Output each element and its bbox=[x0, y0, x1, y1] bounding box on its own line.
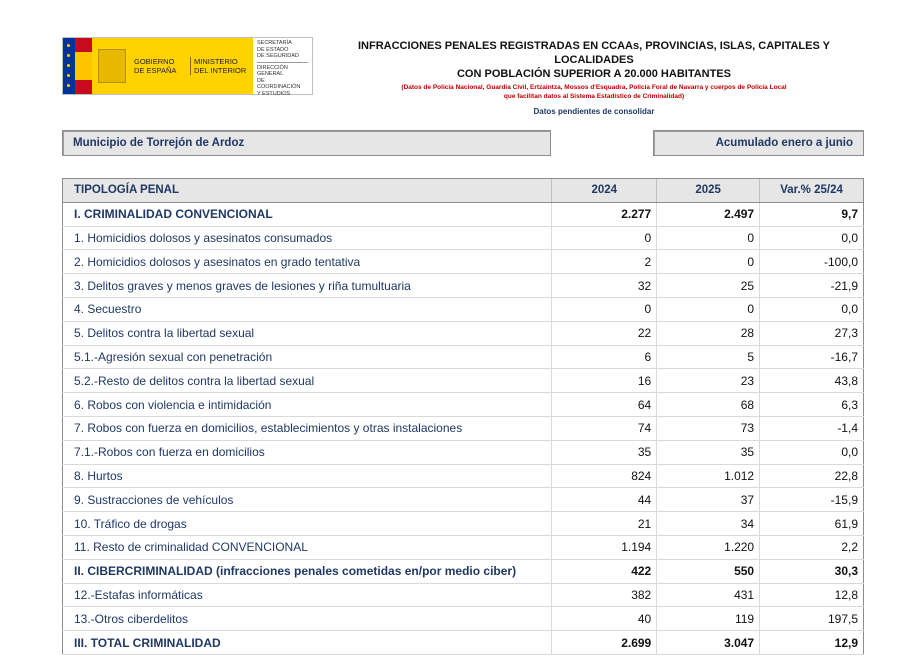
title-line2: CON POBLACIÓN SUPERIOR A 20.000 HABITANTES bbox=[456, 68, 732, 80]
row-label: 9. Sustracciones de vehículos bbox=[63, 488, 552, 512]
row-label: I. CRIMINALIDAD CONVENCIONAL bbox=[63, 202, 552, 226]
row-value-2025: 1.012 bbox=[657, 464, 760, 488]
row-value-2024: 21 bbox=[552, 512, 657, 536]
row-value-2025: 5 bbox=[657, 345, 760, 369]
row-variation: 0,0 bbox=[760, 297, 864, 321]
row-variation: 2,2 bbox=[760, 535, 864, 559]
row-label: 5.1.-Agresión sexual con penetración bbox=[63, 345, 552, 369]
row-value-2025: 28 bbox=[657, 321, 760, 345]
row-label: 12.-Estafas informáticas bbox=[63, 583, 552, 607]
row-variation: -21,9 bbox=[760, 274, 864, 298]
row-value-2025: 37 bbox=[657, 488, 760, 512]
table-row bbox=[63, 464, 864, 488]
row-value-2024: 0 bbox=[552, 226, 657, 250]
gobierno-line2: DE ESPAÑA bbox=[134, 66, 177, 75]
government-text bbox=[132, 38, 253, 94]
row-value-2025: 34 bbox=[657, 512, 760, 536]
row-value-2025: 68 bbox=[657, 393, 760, 417]
municipality-box: Municipio de Torrejón de Ardoz bbox=[62, 130, 551, 156]
row-variation: -15,9 bbox=[760, 488, 864, 512]
row-value-2024: 16 bbox=[552, 369, 657, 393]
row-value-2024: 2.699 bbox=[552, 631, 657, 655]
gobierno-line1: GOBIERNO bbox=[134, 57, 175, 66]
row-value-2024: 64 bbox=[552, 393, 657, 417]
pending-note: Datos pendientes de consolidar bbox=[533, 107, 655, 116]
secretaria-line3: DE SEGURIDAD bbox=[257, 53, 299, 59]
row-variation: 12,8 bbox=[760, 583, 864, 607]
table-row bbox=[63, 512, 864, 536]
row-value-2024: 0 bbox=[552, 297, 657, 321]
table-row bbox=[63, 274, 864, 298]
row-value-2024: 74 bbox=[552, 416, 657, 440]
row-variation: -100,0 bbox=[760, 250, 864, 274]
row-label: 5.2.-Resto de delitos contra la libertad sexual bbox=[63, 369, 552, 393]
crime-table bbox=[62, 178, 864, 655]
row-value-2025: 2.497 bbox=[657, 202, 760, 226]
row-variation: 9,7 bbox=[760, 202, 864, 226]
table-row bbox=[63, 559, 864, 583]
row-label: 4. Secuestro bbox=[63, 297, 552, 321]
row-value-2024: 40 bbox=[552, 607, 657, 631]
table-row bbox=[63, 488, 864, 512]
note-line2: que facilitan datos al Sistema Estadístico de Criminalidad) bbox=[503, 93, 685, 100]
table-row bbox=[63, 226, 864, 250]
row-variation: 197,5 bbox=[760, 607, 864, 631]
row-value-2025: 550 bbox=[657, 559, 760, 583]
row-value-2025: 73 bbox=[657, 416, 760, 440]
table-body bbox=[63, 202, 864, 654]
source-note bbox=[325, 83, 863, 101]
row-value-2024: 422 bbox=[552, 559, 657, 583]
period-box: Acumulado enero a junio bbox=[653, 130, 864, 156]
row-value-2025: 35 bbox=[657, 440, 760, 464]
row-label: 2. Homicidios dolosos y asesinatos en grado tentativa bbox=[63, 250, 552, 274]
table-row bbox=[63, 202, 864, 226]
table-row bbox=[63, 440, 864, 464]
table-row bbox=[63, 393, 864, 417]
row-value-2024: 32 bbox=[552, 274, 657, 298]
row-variation: -16,7 bbox=[760, 345, 864, 369]
table-row bbox=[63, 321, 864, 345]
ministry-logo bbox=[62, 37, 313, 95]
row-variation: 61,9 bbox=[760, 512, 864, 536]
table-row bbox=[63, 535, 864, 559]
row-value-2024: 382 bbox=[552, 583, 657, 607]
row-value-2024: 44 bbox=[552, 488, 657, 512]
coat-of-arms-placeholder bbox=[92, 38, 132, 94]
row-value-2025: 0 bbox=[657, 297, 760, 321]
row-value-2024: 824 bbox=[552, 464, 657, 488]
eu-flag-icon bbox=[63, 38, 75, 94]
table-row bbox=[63, 369, 864, 393]
row-variation: 0,0 bbox=[760, 226, 864, 250]
direccion-line3: Y ESTUDIOS bbox=[257, 90, 291, 97]
header-tipologia: TIPOLOGÍA PENAL bbox=[63, 179, 552, 203]
row-variation: 27,3 bbox=[760, 321, 864, 345]
table-row bbox=[63, 345, 864, 369]
row-value-2024: 2 bbox=[552, 250, 657, 274]
row-value-2025: 1.220 bbox=[657, 535, 760, 559]
row-value-2025: 25 bbox=[657, 274, 760, 298]
row-variation: 30,3 bbox=[760, 559, 864, 583]
header-variation: Var.% 25/24 bbox=[760, 179, 864, 203]
row-variation: 43,8 bbox=[760, 369, 864, 393]
spain-flag-icon bbox=[75, 38, 92, 94]
row-variation: 0,0 bbox=[760, 440, 864, 464]
row-label: II. CIBERCRIMINALIDAD (infracciones penales cometidas en/por medio ciber) bbox=[63, 559, 552, 583]
row-value-2025: 0 bbox=[657, 250, 760, 274]
table-row bbox=[63, 416, 864, 440]
secretaria-text bbox=[253, 38, 312, 97]
row-value-2025: 0 bbox=[657, 226, 760, 250]
row-value-2025: 23 bbox=[657, 369, 760, 393]
table-row bbox=[63, 631, 864, 655]
table-row bbox=[63, 583, 864, 607]
row-value-2024: 2.277 bbox=[552, 202, 657, 226]
row-value-2024: 6 bbox=[552, 345, 657, 369]
row-value-2024: 35 bbox=[552, 440, 657, 464]
row-label: 6. Robos con violencia e intimidación bbox=[63, 393, 552, 417]
row-value-2025: 431 bbox=[657, 583, 760, 607]
row-label: 7.1.-Robos con fuerza en domicilios bbox=[63, 440, 552, 464]
ministerio-line2: DEL INTERIOR bbox=[194, 66, 247, 75]
row-label: 7. Robos con fuerza en domicilios, establecimientos y otras instalaciones bbox=[63, 416, 552, 440]
row-label: 3. Delitos graves y menos graves de lesiones y riña tumultuaria bbox=[63, 274, 552, 298]
row-variation: 22,8 bbox=[760, 464, 864, 488]
row-value-2024: 22 bbox=[552, 321, 657, 345]
note-line1: (Datos de Policía Nacional, Guardia Civil, Ertzaintza, Mossos d'Esquadra, Policía Foral de Navarra y cuerpos de Policía Local bbox=[401, 84, 787, 91]
header-2025: 2025 bbox=[657, 179, 760, 203]
row-label: III. TOTAL CRIMINALIDAD bbox=[63, 631, 552, 655]
row-value-2025: 119 bbox=[657, 607, 760, 631]
direccion-line2: DE COORDINACIÓN bbox=[257, 77, 301, 90]
secretaria-line1: SECRETARÍA bbox=[257, 40, 292, 46]
row-label: 8. Hurtos bbox=[63, 464, 552, 488]
title-line1: INFRACCIONES PENALES REGISTRADAS EN CCAAs, PROVINCIAS, ISLAS, CAPITALES Y LOCALIDADES bbox=[357, 40, 831, 66]
table-row bbox=[63, 297, 864, 321]
row-variation: 6,3 bbox=[760, 393, 864, 417]
table-row bbox=[63, 607, 864, 631]
row-value-2025: 3.047 bbox=[657, 631, 760, 655]
row-variation: -1,4 bbox=[760, 416, 864, 440]
table-header-row bbox=[63, 179, 864, 203]
row-variation: 12,9 bbox=[760, 631, 864, 655]
row-label: 10. Tráfico de drogas bbox=[63, 512, 552, 536]
page-title bbox=[325, 39, 863, 81]
row-label: 11. Resto de criminalidad CONVENCIONAL bbox=[63, 535, 552, 559]
table-row bbox=[63, 250, 864, 274]
secretaria-line2: DE ESTADO bbox=[257, 46, 289, 53]
ministerio-line1: MINISTERIO bbox=[194, 57, 238, 66]
row-value-2024: 1.194 bbox=[552, 535, 657, 559]
header-2024: 2024 bbox=[552, 179, 657, 203]
row-label: 5. Delitos contra la libertad sexual bbox=[63, 321, 552, 345]
row-label: 13.-Otros ciberdelitos bbox=[63, 607, 552, 631]
row-label: 1. Homicidios dolosos y asesinatos consumados bbox=[63, 226, 552, 250]
direccion-line1: DIRECCIÓN GENERAL bbox=[257, 64, 288, 77]
